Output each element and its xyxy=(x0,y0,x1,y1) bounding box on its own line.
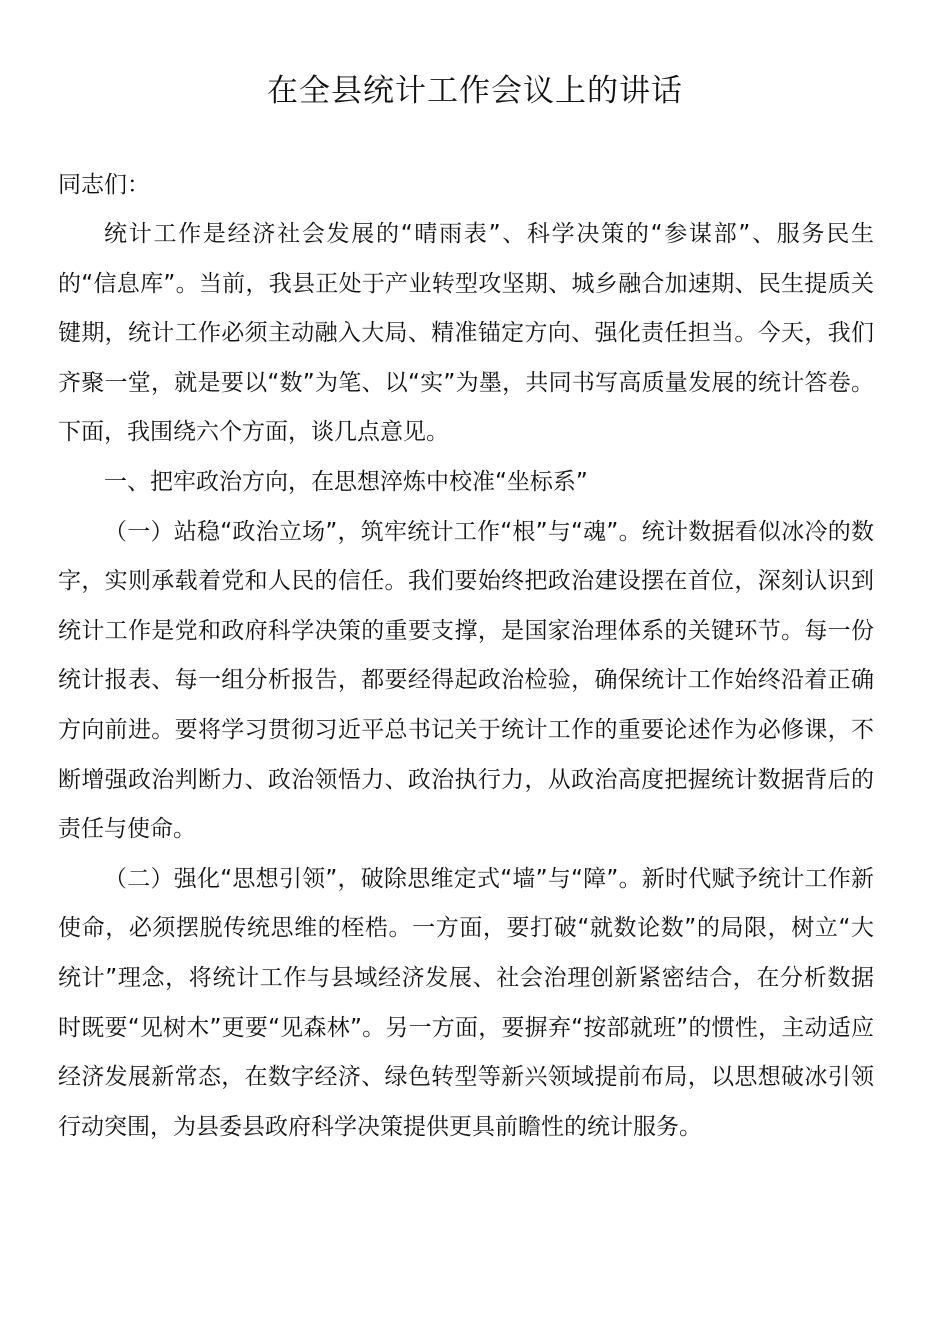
salutation: 同志们： xyxy=(58,172,150,198)
section-heading-1: 一、把牢政治方向，在思想淬炼中校准“坐标系” xyxy=(104,468,588,495)
paragraph-2: （二）强化“思想引领”，破除思维定式“墙”与“障”。新时代赋予统计工作新使命，必须摆脱传统思维的桎梏。一方面，要打破“就数论数”的局限，树立“大统计”理念，将统计工作与县域经济发展、社会治理创新紧密结合，在分析数据时既要“见树木”更要“见森林”。另一方面，要摒弃“按部就班”的惯性，主动适应经济发展新常态，在数字经济、绿色转型等新兴领域提前布局，以思想破冰引领行动突围，为县委县政府科学决策提供更具前瞻性的统计服务。 xyxy=(58,865,874,1140)
document-title: 在全县统计工作会议上的讲话 xyxy=(267,73,683,109)
intro-paragraph: 统计工作是经济社会发展的“晴雨表”、科学决策的“参谋部”、服务民生的“信息库”。当前，我县正处于产业转型攻坚期、城乡融合加速期、民生提质关键期，统计工作必须主动融入大局、精准锚定方向、强化责任担当。今天，我们齐聚一堂，就是要以“数”为笔、以“实”为墨，共同书写高质量发展的统计答卷。下面，我围绕六个方面，谈几点意见。 xyxy=(58,221,874,446)
paragraph-1: （一）站稳“政治立场”，筑牢统计工作“根”与“魂”。统计数据看似冰冷的数字，实则承载着党和人民的信任。我们要始终把政治建设摆在首位，深刻认识到统计工作是党和政府科学决策的重要支撑，是国家治理体系的关键环节。每一份统计报表、每一组分析报告，都要经得起政治检验，确保统计工作始终沿着正确方向前进。要将学习贯彻习近平总书记关于统计工作的重要论述作为必修课，不断增强政治判断力、政治领悟力、政治执行力，从政治高度把握统计数据背后的责任与使命。 xyxy=(58,518,874,843)
